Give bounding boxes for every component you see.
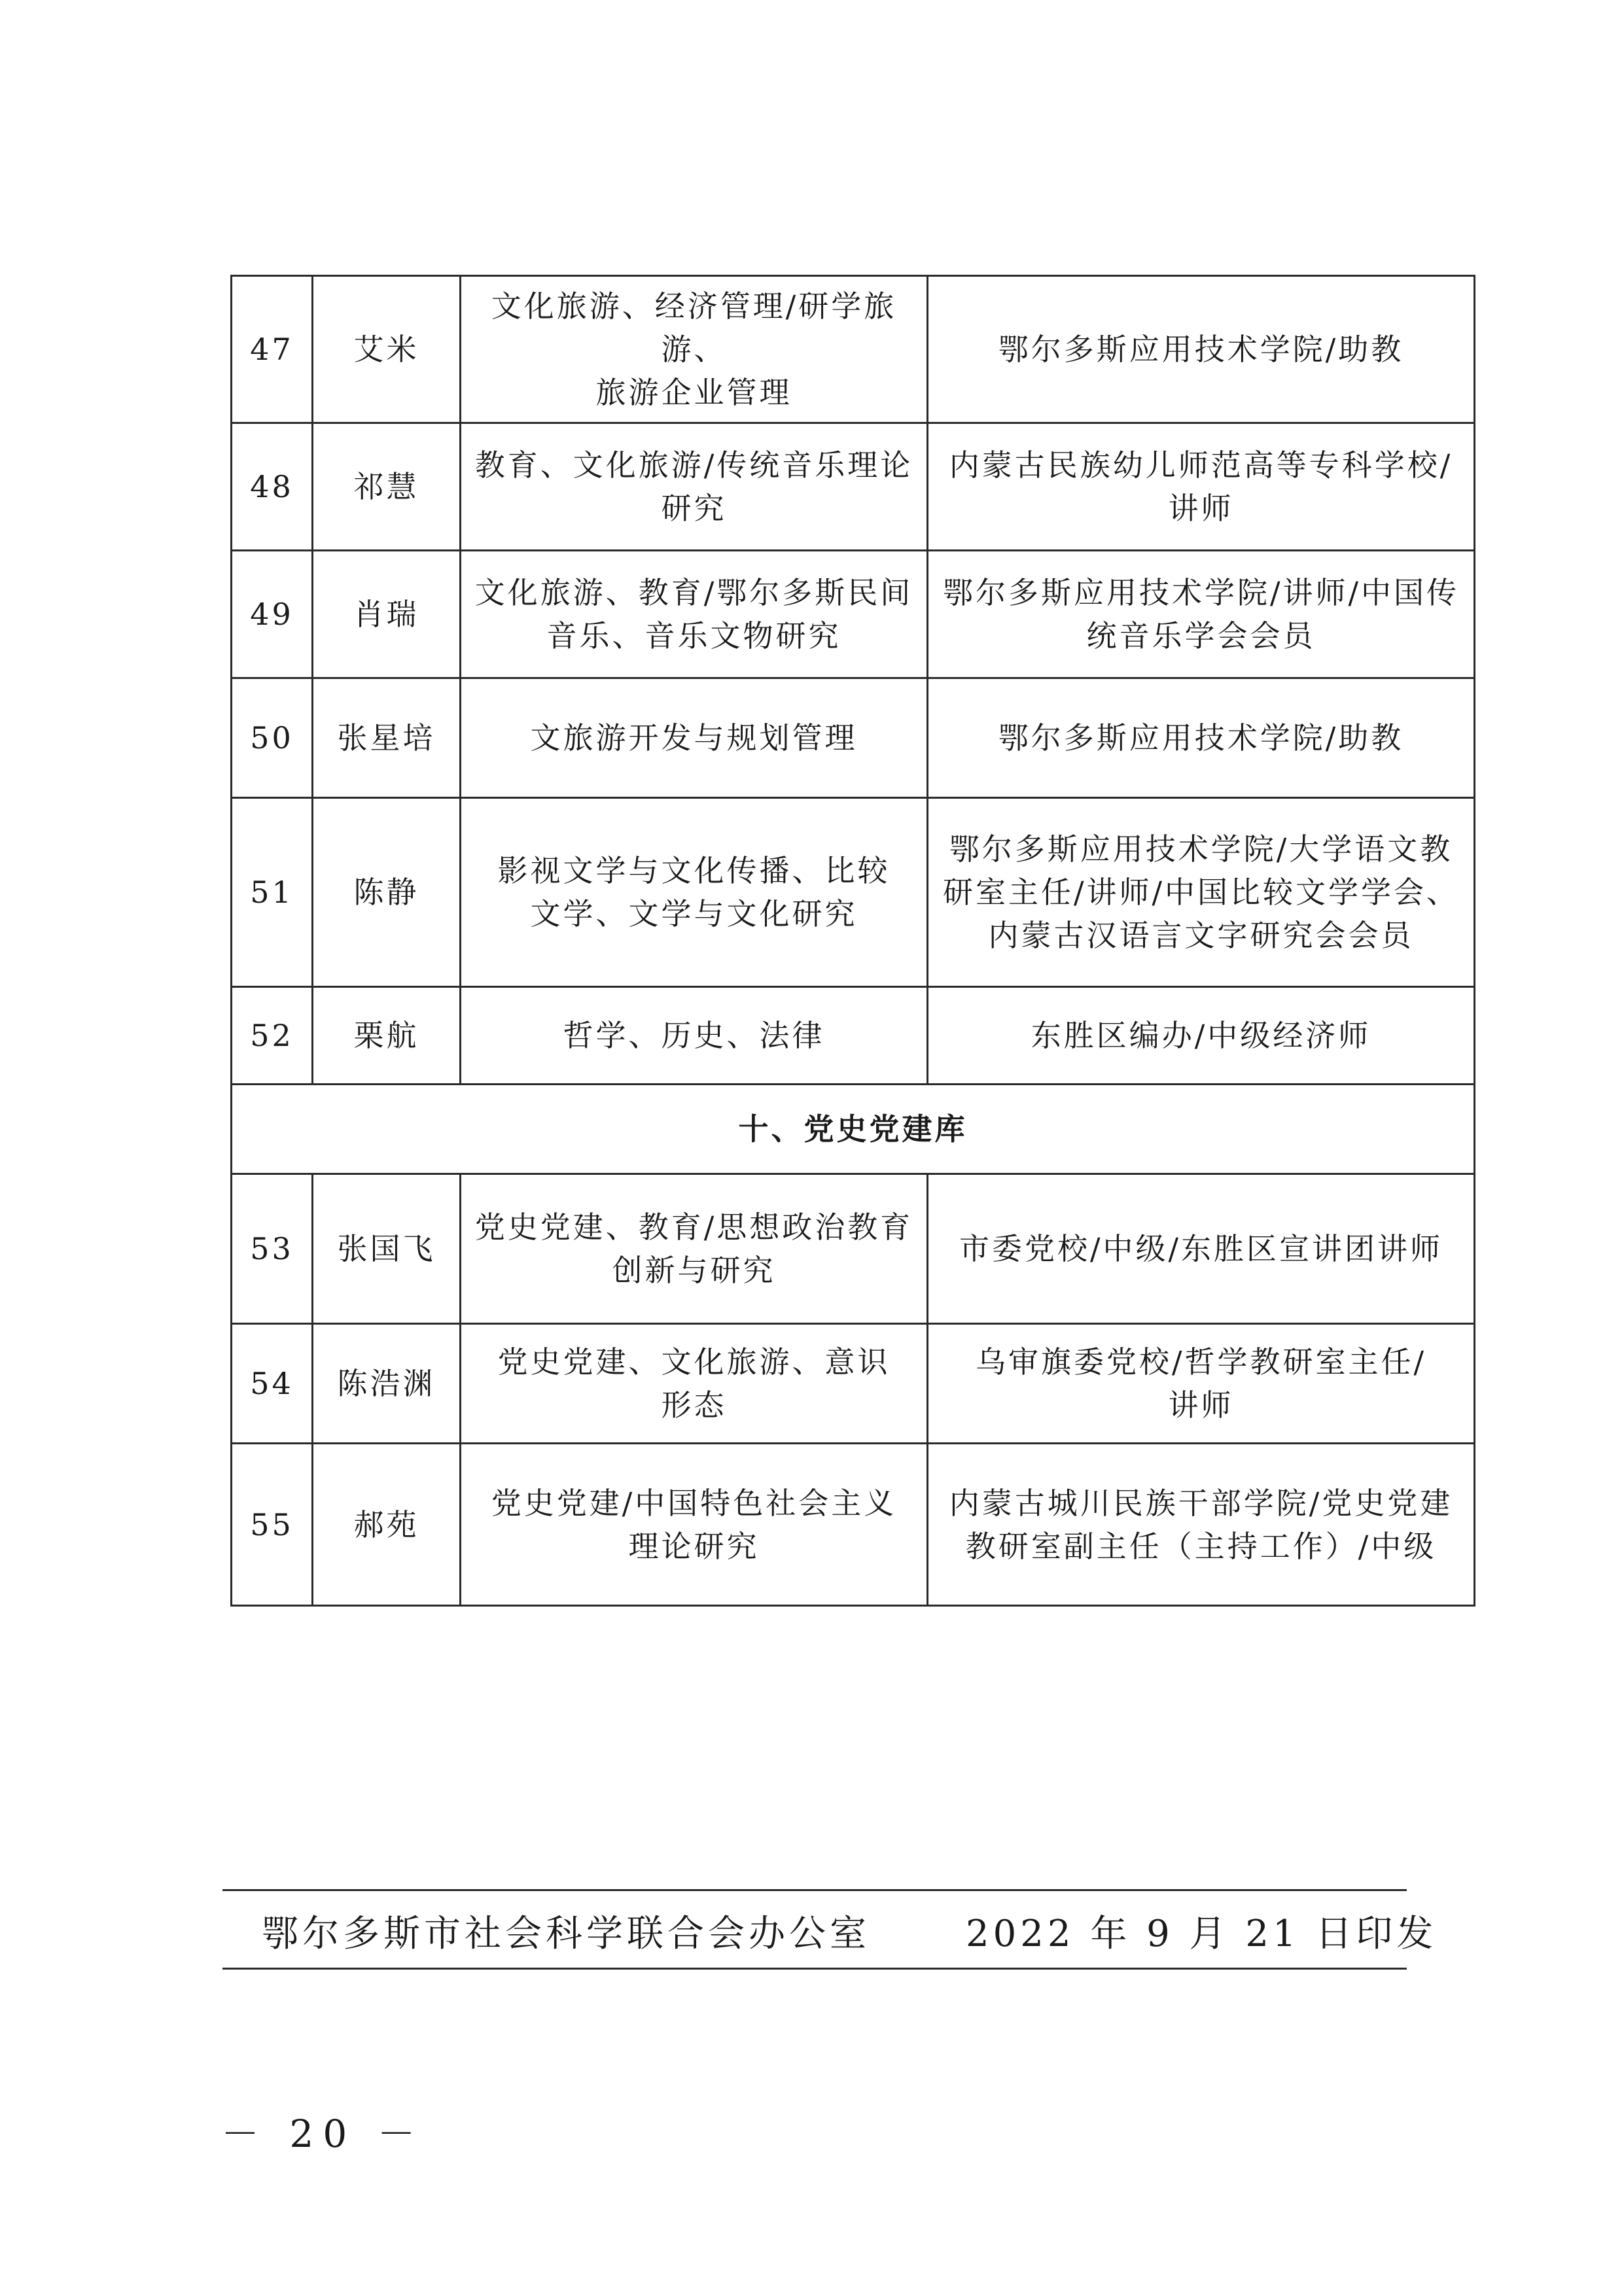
field-line: 文学、文学与文化研究: [530, 896, 858, 931]
table-row: [232, 798, 1475, 987]
table-row: [232, 1324, 1475, 1444]
field-line: 文旅游开发与规划管理: [530, 720, 858, 756]
row-number: 55: [232, 1444, 313, 1606]
table-row: [232, 1444, 1475, 1606]
section-row: [232, 1085, 1475, 1174]
table-row: [232, 423, 1475, 551]
section-title: 十、党史党建库: [232, 1085, 1475, 1174]
footer-issue-date: 2022 年 9 月 21 日印发: [966, 1913, 1438, 1955]
expert-name: 陈浩渊: [313, 1324, 461, 1444]
table-row: [232, 551, 1475, 678]
expert-organization: [928, 987, 1475, 1085]
field-line: 创新与研究: [612, 1253, 776, 1288]
row-number: 54: [232, 1324, 313, 1444]
org-line: 东胜区编办/中级经济师: [1031, 1018, 1371, 1053]
expert-organization: [928, 678, 1475, 798]
field-line: 形态: [661, 1387, 727, 1423]
org-line: 乌审旗委党校/哲学教研室主任/: [976, 1344, 1426, 1380]
expert-organization: [928, 1174, 1475, 1324]
expert-organization: [928, 276, 1475, 423]
org-line: 鄂尔多斯应用技术学院/大学语文教: [949, 831, 1453, 867]
expert-field: [461, 423, 928, 551]
org-line: 内蒙古民族幼儿师范高等专科学校/: [949, 447, 1453, 483]
expert-field: [461, 1174, 928, 1324]
row-number: 50: [232, 678, 313, 798]
field-line: 理论研究: [628, 1528, 760, 1564]
field-line: 音乐、音乐文物研究: [546, 618, 841, 653]
org-line: 讲师: [1168, 1387, 1234, 1423]
expert-field: [461, 798, 928, 987]
expert-field: [461, 1324, 928, 1444]
expert-organization: [928, 798, 1475, 987]
expert-name: 肖瑞: [313, 551, 461, 678]
table-row: [232, 276, 1475, 423]
expert-name: 栗航: [313, 987, 461, 1085]
expert-field: [461, 987, 928, 1085]
row-number: 48: [232, 423, 313, 551]
field-line: 文化旅游、经济管理/研学旅游、: [491, 288, 897, 367]
footer-divider-top: [222, 1889, 1407, 1891]
org-line: 市委党校/中级/东胜区宣讲团讲师: [959, 1231, 1443, 1266]
expert-organization: [928, 423, 1475, 551]
row-number: 47: [232, 276, 313, 423]
field-line: 研究: [661, 491, 727, 526]
row-number: 52: [232, 987, 313, 1085]
expert-field: [461, 1444, 928, 1606]
row-number: 51: [232, 798, 313, 987]
expert-name: 张国飞: [313, 1174, 461, 1324]
org-line: 内蒙古汉语言文字研究会会员: [988, 918, 1414, 953]
expert-field: [461, 276, 928, 423]
field-line: 旅游企业管理: [595, 375, 792, 410]
expert-name: 祁慧: [313, 423, 461, 551]
org-line: 内蒙古城川民族干部学院/党史党建: [949, 1485, 1453, 1521]
page-number: － 20 －: [221, 2112, 425, 2156]
field-line: 哲学、历史、法律: [563, 1018, 825, 1053]
expert-roster-table: [230, 275, 1475, 1607]
row-number: 49: [232, 551, 313, 678]
field-line: 教育、文化旅游/传统音乐理论: [474, 447, 913, 483]
field-line: 党史党建/中国特色社会主义: [491, 1485, 897, 1521]
org-line: 研室主任/讲师/中国比较文学学会、: [943, 875, 1459, 910]
field-line: 党史党建、文化旅游、意识: [497, 1344, 891, 1380]
expert-name: 艾米: [313, 276, 461, 423]
row-number: 53: [232, 1174, 313, 1324]
table-row: [232, 1174, 1475, 1324]
table-row: [232, 678, 1475, 798]
org-line: 统音乐学会会员: [1086, 618, 1316, 653]
org-line: 教研室副主任（主持工作）/中级: [965, 1528, 1437, 1564]
field-line: 文化旅游、教育/鄂尔多斯民间: [474, 575, 913, 610]
table-row: [232, 987, 1475, 1085]
expert-name: 郝苑: [313, 1444, 461, 1606]
expert-organization: [928, 551, 1475, 678]
expert-field: [461, 551, 928, 678]
footer-issuer: 鄂尔多斯市社会科学联合会办公室: [262, 1913, 870, 1955]
field-line: 影视文学与文化传播、比较: [497, 853, 891, 888]
footer-divider-bottom: [222, 1968, 1407, 1970]
expert-field: [461, 678, 928, 798]
expert-organization: [928, 1324, 1475, 1444]
field-line: 党史党建、教育/思想政治教育: [474, 1209, 913, 1245]
org-line: 鄂尔多斯应用技术学院/助教: [998, 332, 1404, 367]
org-line: 鄂尔多斯应用技术学院/助教: [998, 720, 1404, 756]
expert-name: 陈静: [313, 798, 461, 987]
org-line: 鄂尔多斯应用技术学院/讲师/中国传: [943, 575, 1459, 610]
org-line: 讲师: [1168, 491, 1234, 526]
expert-name: 张星培: [313, 678, 461, 798]
expert-organization: [928, 1444, 1475, 1606]
